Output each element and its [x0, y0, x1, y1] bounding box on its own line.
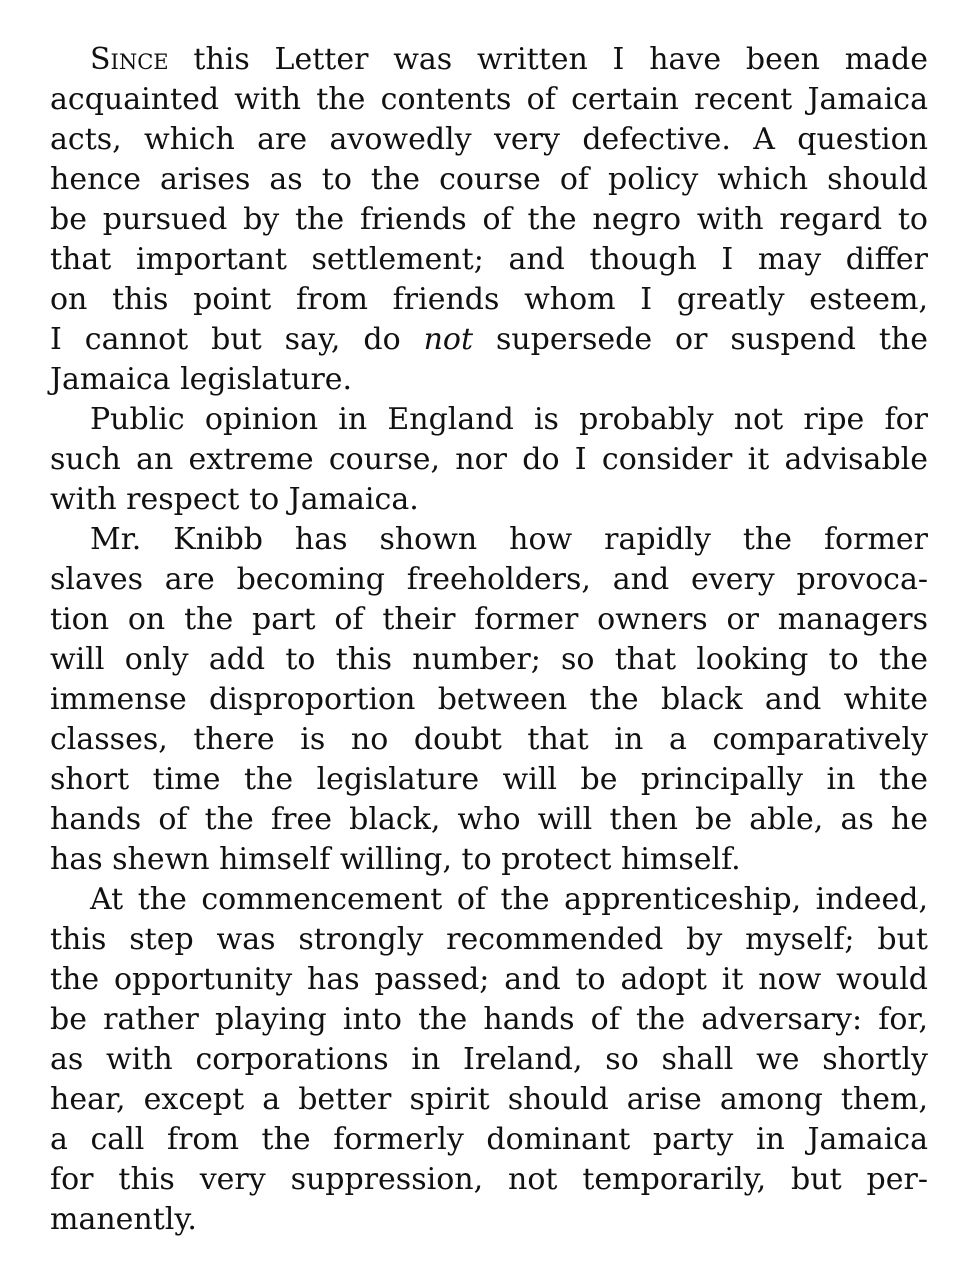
paragraph-4 [50, 880, 928, 1240]
text-line: immense disproportion between the black and white [50, 682, 928, 717]
text-line: be rather playing into the hands of the adversary: for, [50, 1002, 928, 1037]
text-line: manently. [50, 1202, 197, 1237]
paragraph-1 [50, 40, 928, 400]
text-line: on this point from friends whom I greatly esteem, [50, 282, 928, 317]
text-line: acts, which are avowedly very defective. A question [50, 122, 928, 157]
text-line: as with corporations in Ireland, so shall we shortly [50, 1042, 928, 1077]
text-line: with respect to Jamaica. [50, 482, 419, 517]
text-line: Since this Letter was written I have been made [90, 42, 928, 77]
text-line: Jamaica legislature. [50, 362, 353, 397]
text-line: will only add to this number; so that looking to the [50, 642, 928, 677]
paragraph-2 [50, 400, 928, 520]
small-caps-lead: Since [90, 42, 169, 77]
text-line: Mr. Knibb has shown how rapidly the former [90, 522, 928, 557]
text-line: Public opinion in England is probably not ripe for [90, 402, 928, 437]
text-line: At the commencement of the apprenticeship, indeed, [90, 882, 928, 917]
text-line: short time the legislature will be principally in the [50, 762, 928, 797]
text-line: that important settlement; and though I may differ [50, 242, 928, 277]
text-line: has shewn himself willing, to protect himself. [50, 842, 741, 877]
text-line: acquainted with the contents of certain recent Jamaica [50, 82, 928, 117]
text-line: hear, except a better spirit should arise among them, [50, 1082, 928, 1117]
text-line: the opportunity has passed; and to adopt it now would [50, 962, 928, 997]
text-line: classes, there is no doubt that in a comparatively [50, 722, 928, 757]
italic-emphasis: not [423, 322, 474, 357]
text-line: slaves are becoming freeholders, and every provoca- [50, 562, 928, 597]
text-line: be pursued by the friends of the negro with regard to [50, 202, 928, 237]
text-line: this step was strongly recommended by myself; but [50, 922, 928, 957]
text-line: such an extreme course, nor do I consider it advisable [50, 442, 928, 477]
text-line: I cannot but say, do not supersede or suspend the [50, 322, 928, 357]
text-line: for this very suppression, not temporarily, but per- [50, 1162, 928, 1197]
text-line: tion on the part of their former owners or managers [50, 602, 928, 637]
text-line: hands of the free black, who will then be able, as he [50, 802, 928, 837]
text-line: hence arises as to the course of policy which should [50, 162, 928, 197]
text-line: a call from the formerly dominant party in Jamaica [50, 1122, 928, 1157]
paragraph-3 [50, 520, 928, 880]
document-page [50, 40, 928, 1240]
